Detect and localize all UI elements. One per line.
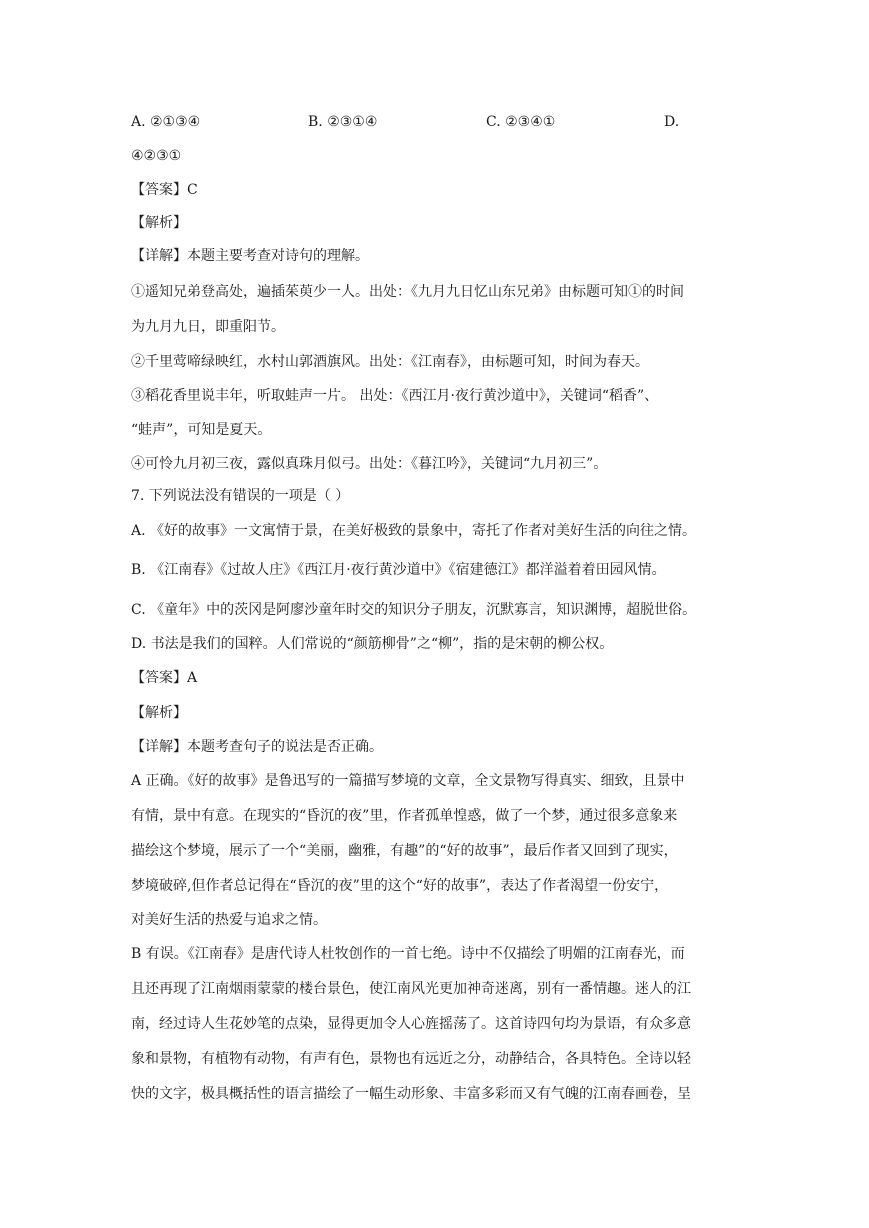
q7-option-d: D. 书法是我们的国粹。人们常说的“颜筋柳骨”之“柳”，指的是宋朝的柳公权。 xyxy=(131,636,614,652)
q7-explanation-a2: 有情，景中有意。在现实的“昏沉的夜”里，作者孤单惶惑，做了一个梦，通过很多意象来 xyxy=(131,808,678,824)
q6-explanation-2: ②千里莺啼绿映红，水村山郭酒旗风。出处：《江南春》，由标题可知，时间为春天。 xyxy=(131,354,649,370)
q7-answer: 【答案】A xyxy=(131,670,198,686)
q7-detail-heading: 【详解】本题考查句子的说法是否正确。 xyxy=(131,739,383,755)
q6-explanation-4: ④可怜九月初三夜，露似真珠月似弓。出处：《暮江吟》，关键词“九月初三”。 xyxy=(131,456,608,472)
q7-option-c: C. 《童年》中的茨冈是阿廖沙童年时交的知识分子朋友，沉默寡言，知识渊博，超脱世俗。 xyxy=(131,602,697,618)
q6-explanation-3b: “蛙声”，可知是夏天。 xyxy=(131,422,272,438)
q6-option-d-content: ④②③① xyxy=(131,148,182,164)
q7-explanation-b3: 南，经过诗人生花妙笔的点染，显得更加令人心旌摇荡了。这首诗四句均为景语，有众多意 xyxy=(131,1016,691,1032)
q7-explanation-a3: 描绘这个梦境，展示了一个“美丽，幽雅，有趣”的“好的故事”，最后作者又回到了现实， xyxy=(131,843,678,859)
q6-explanation-1a: ①遥知兄弟登高处，遍插茱萸少一人。出处：《九月九日忆山东兄弟》由标题可知①的时间 xyxy=(131,284,684,300)
q6-detail-heading: 【详解】本题主要考查对诗句的理解。 xyxy=(131,248,369,264)
q6-answer: 【答案】C xyxy=(131,182,198,198)
q7-analysis-heading: 【解析】 xyxy=(131,705,187,721)
q7-explanation-b4: 象和景物，有植物有动物，有声有色，景物也有远近之分，动静结合，各具特色。全诗以轻 xyxy=(131,1051,691,1067)
q7-option-b: B. 《江南春》《过故人庄》《西江月·夜行黄沙道中》《宿建德江》都洋溢着着田园风情。 xyxy=(131,562,666,578)
q7-explanation-b5: 快的文字，极具概括性的语言描绘了一幅生动形象、丰富多彩而又有气魄的江南春画卷，呈 xyxy=(131,1086,691,1102)
q6-explanation-3a: ③稻花香里说丰年，听取蛙声一片。 出处：《西江月·夜行黄沙道中》，关键词“稻香”、 xyxy=(131,388,659,404)
q7-explanation-b2: 且还再现了江南烟雨蒙蒙的楼台景色，使江南风光更加神奇迷离，别有一番情趣。迷人的江 xyxy=(131,981,691,997)
q6-option-a: A. ②①③④ xyxy=(131,114,201,130)
q6-option-d: D. xyxy=(664,114,680,130)
q7-explanation-b1: B 有误。《江南春》是唐代诗人杜牧创作的一首七绝。诗中不仅描绘了明媚的江南春光，而 xyxy=(131,946,685,962)
q7-stem: 7. 下列说法没有错误的一项是（ ） xyxy=(131,488,350,504)
q6-analysis-heading: 【解析】 xyxy=(131,215,187,231)
q7-explanation-a1: A 正确。《好的故事》是鲁迅写的一篇描写梦境的文章，全文景物写得真实、细致，且景中 xyxy=(131,773,685,789)
q6-option-c: C. ②③④① xyxy=(486,114,556,130)
q6-option-b: B. ②③①④ xyxy=(308,114,378,130)
q7-explanation-a4: 梦境破碎,但作者总记得在“昏沉的夜”里的这个“好的故事”，表达了作者渴望一份安宁， xyxy=(131,878,669,894)
q6-explanation-1b: 为九月九日，即重阳节。 xyxy=(131,319,285,335)
q7-option-a: A. 《好的故事》一文寓情于景，在美好极致的景象中，寄托了作者对美好生活的向往之情。 xyxy=(131,523,697,539)
q7-explanation-a5: 对美好生活的热爱与追求之情。 xyxy=(131,912,327,928)
